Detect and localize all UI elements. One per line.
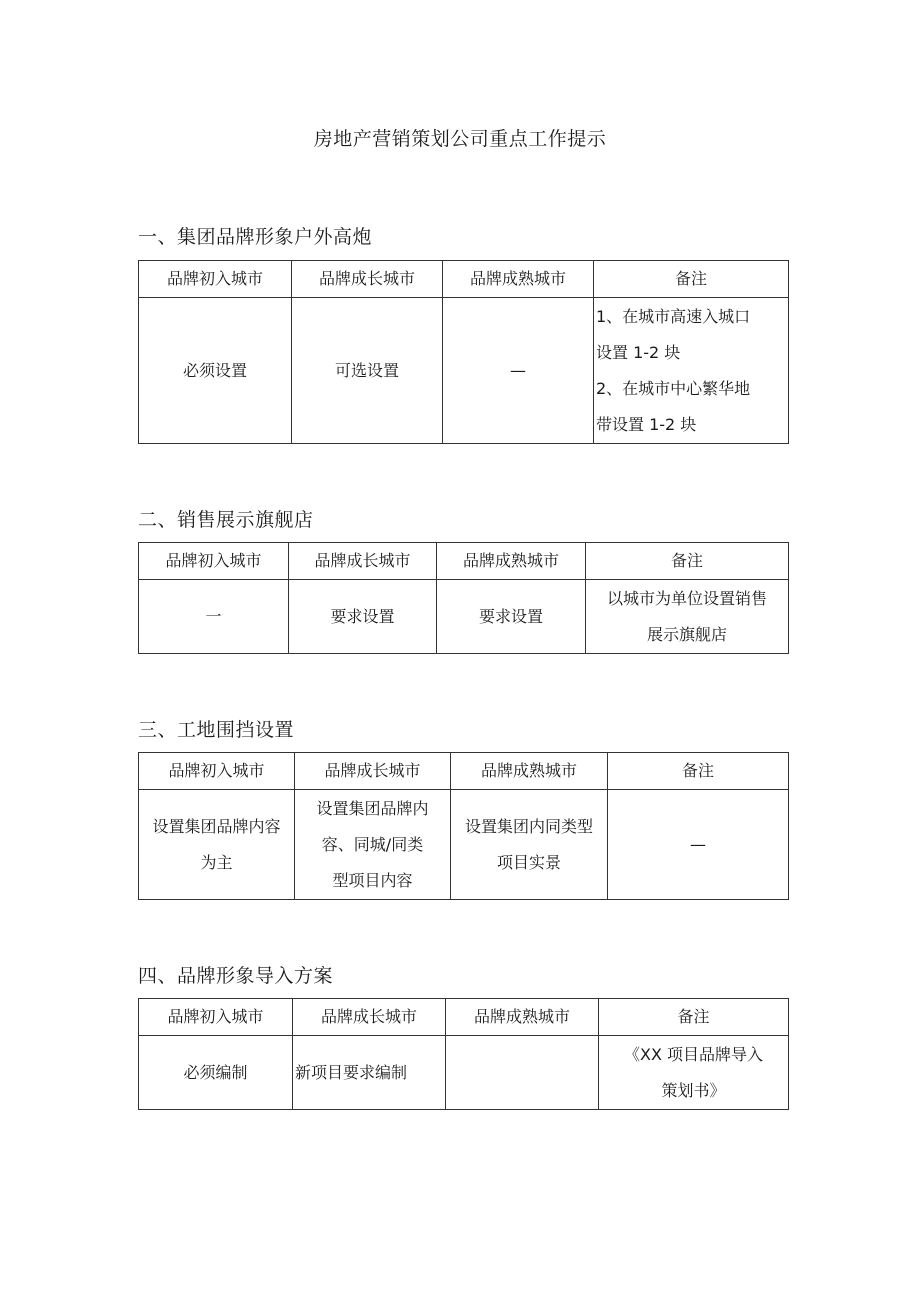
header-growth-city: 品牌成长城市 bbox=[292, 261, 443, 298]
header-notes: 备注 bbox=[608, 753, 789, 790]
cell-notes bbox=[586, 580, 789, 654]
table-header-row bbox=[139, 543, 789, 580]
cell-line: 型项目内容 bbox=[332, 870, 413, 890]
header-initial-city: 品牌初入城市 bbox=[139, 999, 293, 1036]
header-notes: 备注 bbox=[599, 999, 789, 1036]
header-initial-city: 品牌初入城市 bbox=[139, 753, 295, 790]
cell-line: 项目实景 bbox=[496, 852, 561, 872]
cell-growth-city: 新项目要求编制 bbox=[293, 1036, 446, 1110]
header-notes: 备注 bbox=[594, 261, 789, 298]
table-header-row bbox=[139, 999, 789, 1036]
cell-initial-city: 一 bbox=[139, 580, 289, 654]
document-title: 房地产营销策划公司重点工作提示 bbox=[313, 128, 607, 150]
note-line: 以城市为单位设置销售 bbox=[606, 588, 767, 608]
header-initial-city: 品牌初入城市 bbox=[139, 543, 289, 580]
note-line: 设置 1-2 块 bbox=[596, 342, 681, 362]
cell-line: — bbox=[690, 834, 706, 854]
site-hoarding-table bbox=[138, 752, 789, 900]
cell-growth-city: 可选设置 bbox=[292, 298, 443, 444]
cell-notes bbox=[594, 298, 789, 444]
table-row bbox=[139, 1036, 789, 1110]
note-line: 展示旗舰店 bbox=[646, 624, 727, 644]
cell-line: 容、同城/同类 bbox=[321, 834, 424, 854]
cell-mature-city: — bbox=[443, 298, 594, 444]
cell-notes bbox=[608, 790, 789, 900]
note-line: 1、在城市高速入城口 bbox=[596, 306, 751, 326]
header-mature-city: 品牌成熟城市 bbox=[443, 261, 594, 298]
cell-growth-city: 要求设置 bbox=[289, 580, 437, 654]
table-row bbox=[139, 580, 789, 654]
cell-mature-city bbox=[451, 790, 608, 900]
header-growth-city: 品牌成长城市 bbox=[289, 543, 437, 580]
cell-initial-city: 必须编制 bbox=[139, 1036, 293, 1110]
note-line: 策划书》 bbox=[661, 1080, 726, 1100]
cell-mature-city bbox=[446, 1036, 599, 1110]
header-mature-city: 品牌成熟城市 bbox=[437, 543, 586, 580]
section-heading-brand-import-plan: 四、品牌形象导入方案 bbox=[138, 965, 334, 987]
table-row bbox=[139, 790, 789, 900]
cell-line: 设置集团内同类型 bbox=[464, 816, 593, 836]
header-growth-city: 品牌成长城市 bbox=[295, 753, 451, 790]
table-header-row bbox=[139, 261, 789, 298]
header-mature-city: 品牌成熟城市 bbox=[446, 999, 599, 1036]
cell-line: 设置集团品牌内容 bbox=[152, 816, 281, 836]
cell-initial-city: 必须设置 bbox=[139, 298, 292, 444]
table-header-row bbox=[139, 753, 789, 790]
cell-initial-city bbox=[139, 790, 295, 900]
note-line: 《XX 项目品牌导入 bbox=[623, 1044, 763, 1064]
note-line: 带设置 1-2 块 bbox=[596, 414, 697, 434]
header-growth-city: 品牌成长城市 bbox=[293, 999, 446, 1036]
outdoor-billboard-table bbox=[138, 260, 789, 444]
cell-mature-city: 要求设置 bbox=[437, 580, 586, 654]
table-row bbox=[139, 298, 789, 444]
note-line: 2、在城市中心繁华地 bbox=[596, 378, 751, 398]
cell-growth-city bbox=[295, 790, 451, 900]
section-heading-outdoor-billboard: 一、集团品牌形象户外高炮 bbox=[138, 226, 373, 248]
header-initial-city: 品牌初入城市 bbox=[139, 261, 292, 298]
header-mature-city: 品牌成熟城市 bbox=[451, 753, 608, 790]
header-notes: 备注 bbox=[586, 543, 789, 580]
flagship-store-table bbox=[138, 542, 789, 654]
section-heading-flagship-store: 二、销售展示旗舰店 bbox=[138, 509, 314, 531]
cell-line: 设置集团品牌内 bbox=[316, 798, 429, 818]
cell-notes bbox=[599, 1036, 789, 1110]
brand-import-plan-table bbox=[138, 998, 789, 1110]
section-heading-site-hoarding: 三、工地围挡设置 bbox=[138, 719, 295, 741]
cell-line: 为主 bbox=[200, 852, 233, 872]
